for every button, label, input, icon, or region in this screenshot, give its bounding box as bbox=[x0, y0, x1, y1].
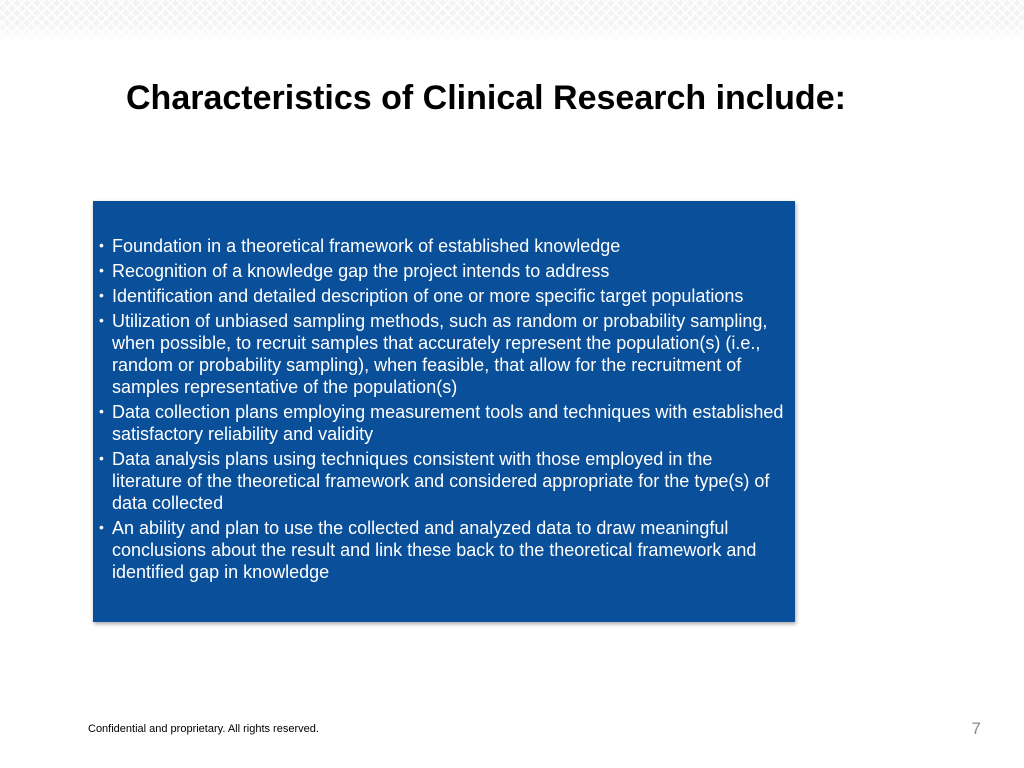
list-item bbox=[99, 517, 787, 583]
bullet-text: An ability and plan to use the collected and analyzed data to draw meaningful conclusions about the result and link these back to the theoretical framework and identified gap in knowledge bbox=[112, 518, 757, 582]
content-box bbox=[93, 201, 795, 622]
bullet-icon: • bbox=[99, 403, 104, 419]
bullet-text: Foundation in a theoretical framework of established knowledge bbox=[112, 236, 621, 256]
bullet-list bbox=[99, 235, 787, 583]
footer-confidential-text: Confidential and proprietary. All rights reserved. bbox=[88, 723, 319, 735]
slide-title: Characteristics of Clinical Research include: bbox=[126, 79, 846, 117]
bullet-text: Recognition of a knowledge gap the project intends to address bbox=[112, 261, 610, 281]
bullet-icon: • bbox=[99, 519, 104, 535]
bullet-icon: • bbox=[99, 262, 104, 278]
list-item bbox=[99, 285, 787, 307]
bullet-icon: • bbox=[99, 287, 104, 303]
header-texture-fade bbox=[0, 22, 1024, 42]
list-item bbox=[99, 235, 787, 257]
bullet-text: Identification and detailed description of one or more specific target populations bbox=[112, 286, 744, 306]
bullet-icon: • bbox=[99, 312, 104, 328]
bullet-text: Data collection plans employing measurement tools and techniques with established satisfactory reliability and validity bbox=[112, 402, 784, 444]
list-item bbox=[99, 260, 787, 282]
page-number: 7 bbox=[971, 719, 981, 738]
list-item bbox=[99, 310, 787, 398]
bullet-icon: • bbox=[99, 450, 104, 466]
list-item bbox=[99, 448, 787, 514]
list-item bbox=[99, 401, 787, 445]
bullet-text: Utilization of unbiased sampling methods, such as random or probability sampling, when possible, to recruit samples that accurately represent the population(s) (i.e., random or probability sampling), when feasible, that allow for the recruitment of samples representative of the population(s) bbox=[112, 311, 768, 397]
bullet-text: Data analysis plans using techniques consistent with those employed in the literature of the theoretical framework and considered appropriate for the type(s) of data collected bbox=[112, 449, 770, 513]
bullet-icon: • bbox=[99, 237, 104, 253]
